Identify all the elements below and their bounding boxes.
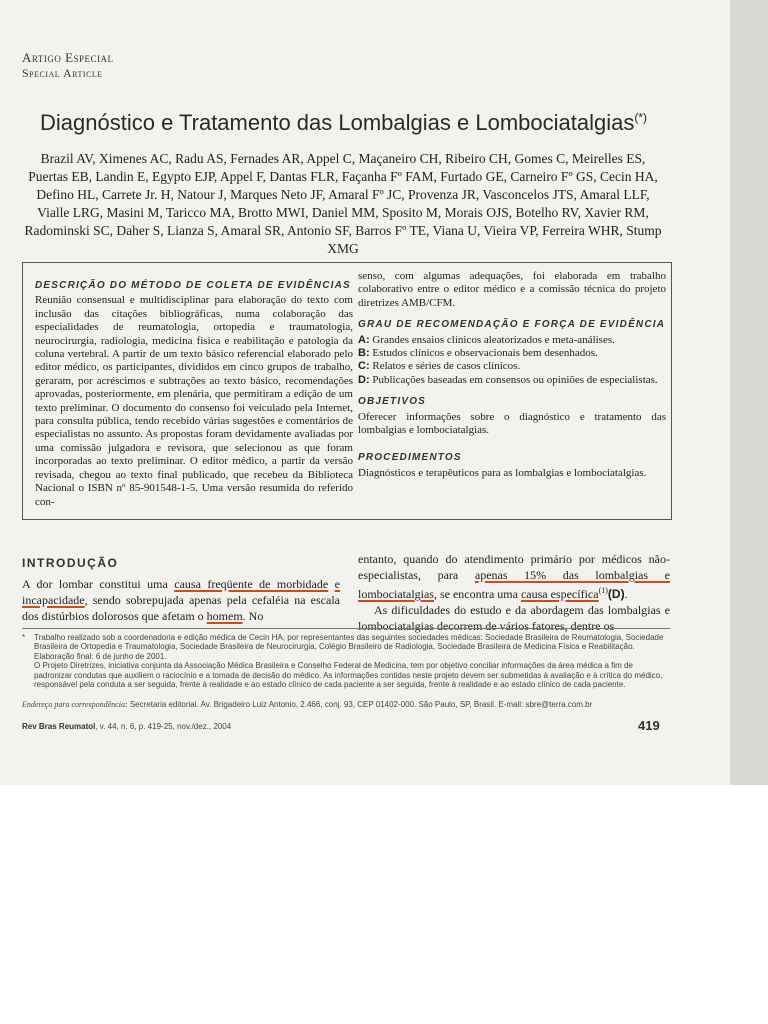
- grade-text: Publicações baseadas em consensos ou opiniões de especialistas.: [372, 373, 658, 386]
- grade-text: Relatos e séries de casos clínicos.: [372, 360, 521, 373]
- reference-mark: (1): [598, 586, 608, 595]
- text-run: .: [624, 587, 628, 601]
- grade-list: [358, 334, 666, 388]
- method-text-continued: senso, com algumas adequações, foi elaborada em trabalho colaborativo entre o editor médico e a comissão técnica do projeto diretrizes AMB/CFM.: [358, 270, 666, 309]
- objectives-text: Oferecer informações sobre o diagnóstico e tratamento das lombalgias e lombociatalgias.: [358, 410, 666, 437]
- method-box-left-column: [35, 279, 353, 509]
- article-title: [40, 110, 647, 136]
- text-run: entanto, quando do atendimento primário por médicos não-especialistas, para: [358, 552, 670, 582]
- footnote-mark: *: [22, 633, 26, 642]
- method-heading: DESCRIÇÃO DO MÉTODO DE COLETA DE EVIDÊNCIAS: [35, 280, 351, 291]
- citation-details: , v. 44, n. 6, p. 419-25, nov./dez., 2004: [95, 722, 232, 731]
- section-label-pt: Artigo Especial: [22, 50, 114, 65]
- intro-right-first: [358, 551, 670, 602]
- section-label-en: Special Article: [22, 66, 103, 80]
- grade-letter: D:: [358, 373, 370, 386]
- procedures-heading: PROCEDIMENTOS: [358, 452, 462, 464]
- procedures-text: Diagnósticos e terapêuticos para as lombalgias e lombociatalgias.: [358, 466, 647, 479]
- text-run: , se encontra uma: [433, 587, 521, 601]
- blank-area: [0, 785, 768, 1024]
- grade-item: [358, 374, 666, 387]
- grade-text: Estudos clínicos e observacionais bem desenhados.: [372, 347, 598, 360]
- intro-right-second: As dificuldades do estudo e da abordagem das lombalgias e lombociatalgias decorrem de vários fatores, dentre os: [358, 603, 670, 633]
- title-footnote-mark: (*): [634, 110, 648, 125]
- grade-heading: GRAU DE RECOMENDAÇÃO E FORÇA DE EVIDÊNCIA: [358, 319, 666, 331]
- journal-citation: [22, 722, 231, 731]
- footnote-1: Trabalho realizado sob a coordenadoria e edição médica de Cecin HA, por representantes das seguintes sociedades médicas: Sociedade Brasileira de Reumatologia, Sociedade Brasileira de Ortopedia e Traumatologia, Sociedade Brasileira de Neurocirurgia, Colégio Brasileiro de Radiologia, Sociedade Brasileira de Medicina Física e Reabilitação. Elaboração final: 6 de junho de 2001.: [34, 633, 664, 661]
- intro-paragraph-left: [22, 576, 340, 624]
- underlined-text: causa freqüente de morbidade: [174, 577, 329, 591]
- underlined-text: e incapacidade: [22, 577, 340, 607]
- text-run: , sendo sobrepujada apenas pela cefaléia na escala dos distúrbios dolorosos que afetam o: [22, 593, 340, 623]
- method-box: [22, 262, 672, 520]
- objectives-heading: OBJETIVOS: [358, 396, 427, 408]
- grade-letter: A:: [358, 333, 370, 346]
- intro-paragraph-right: [358, 551, 670, 634]
- underlined-text: causa específica: [520, 587, 599, 601]
- grade-letter: B:: [358, 347, 370, 360]
- author-list: Brazil AV, Ximenes AC, Radu AS, Fernades AR, Appel C, Maçaneiro CH, Ribeiro CH, Gomes C, Meirelles ES, Puertas EB, Landin E, Egypto EJP, Appel F, Dantas FLR, Façanha Fº FAM, Furtado GE, Carneiro Fº GS, Cecin HA, Defino HL, Carrete Jr. H, Natour J, Marques Neto JF, Amaral Fº JC, Provenza JR, Vasconcelos JTS, Amaral LLF, Vialle LRG, Masini M, Taricco MA, Brotto MWI, Daniel MM, Sposito M, Morais OJS, Botelho RV, Xavier RM, Radominski SC, Daher S, Lianza S, Amaral SR, Antonio SF, Barros Fº TE, Viana U, Vieira VP, Ferreira WHR, Stump XMG: [24, 151, 662, 256]
- address-text: Secretaria editorial. Av. Brigadeiro Luiz Antonio, 2.466, conj. 93, CEP 01402-000. São Paulo, SP, Brasil. E-mail: sbre@terra.com.br: [127, 700, 593, 709]
- text-run: A dor lombar constitui uma: [22, 577, 175, 591]
- underlined-text: homem: [206, 609, 243, 623]
- grade-item: [358, 347, 666, 360]
- journal-name: Rev Bras Reumatol: [22, 722, 96, 731]
- method-box-right-column: [358, 270, 666, 480]
- footnotes: [22, 633, 670, 689]
- scan-gutter: [730, 0, 768, 785]
- grade-item: [358, 360, 666, 373]
- footnote-2: O Projeto Diretrizes, iniciativa conjunta da Associação Médica Brasileira e Conselho Federal de Medicina, tem por objetivo conciliar informações da área médica a fim de padronizar condutas que auxiliem o raciocínio e a tomada de decisão do médico. As informações contidas neste projeto devem ser submetidas à avaliação e à crítica do médico, responsável pela conduta a ser seguida, frente à realidade e ao estado clínico de cada paciente a ser seguida, frente à realidade e ao estado clínico de cada paciente.: [34, 661, 663, 690]
- method-text: Reunião consensual e multidisciplinar para elaboração do texto com inclusão das citações bibliográficas, numa colaboração das especialidades de reumatologia, ortopedia e traumatologia, neurocirurgia, radiologia, medicina física e reabilitação e patologia da coluna vertebral. A partir de um texto básico referencial elaborado pelo editor médico, os participantes, divididos em cinco grupos de trabalho, geraram, por acréscimos e subtrações ao texto básico, recomendações aprovadas, posteriormente, em plenária, que permitiram a edição de um texto preliminar. O documento do consenso foi veiculado pela Internet, para consulta pública, tendo recebido várias sugestões e comentários de especialistas no assunto. As propostas foram devidamente avaliadas por uma comissão julgadora e revisora, que selecionou as que foram incorporadas ao texto preliminar. O editor médico, a partir da versão revisada, chegou ao texto final publicado, que recebeu da Biblioteca Nacional o ISBN nº 85-901548-1-5. Uma versão resumida do referido con-: [35, 294, 353, 508]
- introduction-heading: INTRODUÇÃO: [22, 556, 119, 570]
- grade-text: Grandes ensaios clínicos aleatorizados e meta-análises.: [372, 333, 615, 346]
- address-label: Endereço para correspondência:: [22, 700, 128, 709]
- page-number: 419: [638, 718, 660, 733]
- text-run: . No: [242, 609, 264, 623]
- grade-letter: C:: [358, 360, 370, 373]
- footnote-divider: [22, 628, 670, 629]
- correspondence-address: [22, 700, 670, 709]
- evidence-grade: (D): [607, 587, 625, 601]
- grade-item: [358, 334, 666, 347]
- underlined-text: apenas 15% das lombalgias e lombociatalgias: [358, 568, 670, 601]
- article-title-text: Diagnóstico e Tratamento das Lombalgias e Lombociatalgias: [40, 110, 635, 135]
